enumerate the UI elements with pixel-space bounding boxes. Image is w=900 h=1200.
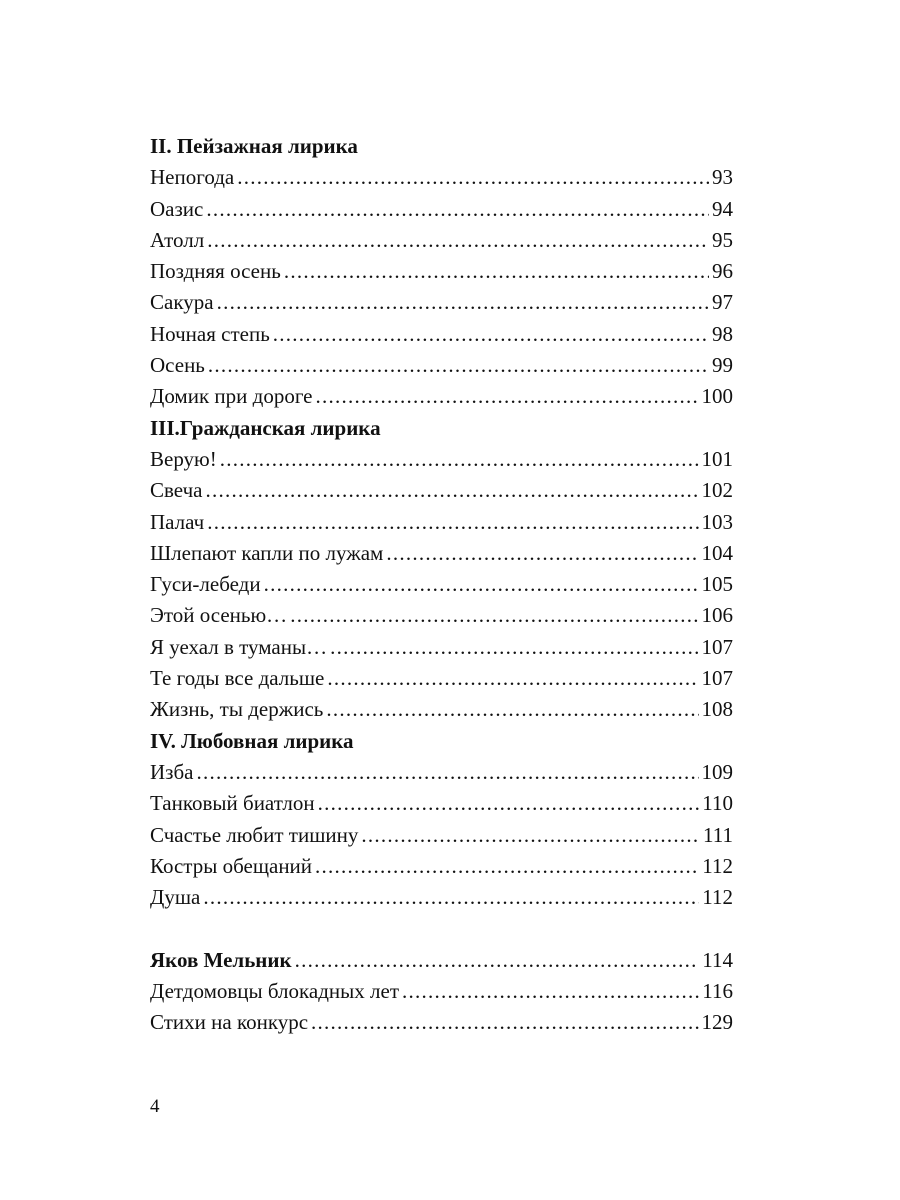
entry-page: 102 bbox=[701, 478, 733, 503]
dot-leader bbox=[207, 225, 709, 256]
entry-title: Детдомовцы блокадных лет bbox=[150, 979, 399, 1004]
entry-page: 97 bbox=[712, 290, 733, 315]
toc-entry bbox=[150, 194, 733, 225]
entry-page: 93 bbox=[712, 165, 733, 190]
table-of-contents bbox=[150, 131, 733, 1039]
dot-leader bbox=[295, 945, 700, 976]
entry-page: 94 bbox=[712, 196, 733, 221]
toc-entry bbox=[150, 287, 733, 318]
toc-entry bbox=[150, 381, 733, 412]
entry-title: Счастье любит тишину bbox=[150, 822, 359, 847]
toc-entry bbox=[150, 976, 733, 1007]
entry-title: Ночная степь bbox=[150, 321, 270, 346]
toc-entry bbox=[150, 757, 733, 788]
entry-page: 107 bbox=[701, 666, 733, 691]
entry-title: Изба bbox=[150, 759, 194, 784]
dot-leader bbox=[217, 287, 709, 318]
dot-leader bbox=[315, 851, 699, 882]
entry-title: Атолл bbox=[150, 227, 205, 252]
toc-entry bbox=[150, 788, 733, 819]
entry-page: 108 bbox=[701, 697, 733, 722]
toc-entry bbox=[150, 851, 733, 882]
dot-leader bbox=[327, 663, 698, 694]
dot-leader bbox=[203, 882, 699, 913]
toc-entry bbox=[150, 444, 733, 475]
toc-entry bbox=[150, 694, 733, 725]
entry-title: Шлепают капли по лужам bbox=[150, 540, 384, 565]
toc-entry bbox=[150, 256, 733, 287]
entry-title: Гуси-лебеди bbox=[150, 572, 261, 597]
entry-title: Непогода bbox=[150, 165, 235, 190]
entry-title: Свеча bbox=[150, 478, 203, 503]
dot-leader bbox=[318, 788, 700, 819]
toc-entry bbox=[150, 569, 733, 600]
entry-title: Поздняя осень bbox=[150, 259, 281, 284]
entry-page: 107 bbox=[701, 634, 733, 659]
entry-title: Осень bbox=[150, 353, 205, 378]
entry-page: 112 bbox=[702, 853, 733, 878]
entry-page: 104 bbox=[701, 540, 733, 565]
entry-page: 99 bbox=[712, 353, 733, 378]
entry-page: 129 bbox=[701, 1010, 733, 1035]
dot-leader bbox=[208, 350, 709, 381]
toc-entry bbox=[150, 475, 733, 506]
section-spacer bbox=[150, 913, 733, 944]
dot-leader bbox=[386, 538, 698, 569]
entry-page: 114 bbox=[702, 947, 733, 972]
entry-title: Этой осенью… bbox=[150, 603, 288, 628]
entry-title: Верую! bbox=[150, 446, 217, 471]
toc-entry bbox=[150, 538, 733, 569]
section-heading: II. Пейзажная лирика bbox=[150, 134, 358, 158]
entry-page: 101 bbox=[701, 446, 733, 471]
dot-leader bbox=[206, 194, 709, 225]
entry-title: Костры обещаний bbox=[150, 853, 313, 878]
entry-title: Жизнь, ты держись bbox=[150, 697, 324, 722]
dot-leader bbox=[220, 444, 699, 475]
entry-page: 116 bbox=[702, 979, 733, 1004]
entry-page: 103 bbox=[701, 509, 733, 534]
entry-title: Стихи на конкурс bbox=[150, 1010, 309, 1035]
toc-entry bbox=[150, 507, 733, 538]
entry-page: 96 bbox=[712, 259, 733, 284]
entry-title: Я уехал в туманы… bbox=[150, 634, 328, 659]
entry-title: Душа bbox=[150, 885, 201, 910]
dot-leader bbox=[207, 507, 698, 538]
toc-entry bbox=[150, 600, 733, 631]
toc-entry bbox=[150, 162, 733, 193]
toc-entry bbox=[150, 319, 733, 350]
dot-leader bbox=[196, 757, 698, 788]
toc-entry bbox=[150, 820, 733, 851]
dot-leader bbox=[330, 632, 698, 663]
dot-leader bbox=[284, 256, 709, 287]
entry-title: Палач bbox=[150, 509, 205, 534]
entry-page: 98 bbox=[712, 321, 733, 346]
dot-leader bbox=[273, 319, 709, 350]
toc-entry bbox=[150, 882, 733, 913]
entry-title: Оазис bbox=[150, 196, 204, 221]
dot-leader bbox=[311, 1007, 698, 1038]
dot-leader bbox=[361, 820, 700, 851]
entry-title: Сакура bbox=[150, 290, 214, 315]
dot-leader bbox=[290, 600, 698, 631]
entry-page: 105 bbox=[701, 572, 733, 597]
toc-entry bbox=[150, 1007, 733, 1038]
entry-title: Те годы все дальше bbox=[150, 666, 325, 691]
page-number: 4 bbox=[150, 1096, 160, 1117]
entry-page: 100 bbox=[701, 384, 733, 409]
toc-author-entry bbox=[150, 945, 733, 976]
entry-title: Танковый биатлон bbox=[150, 791, 315, 816]
dot-leader bbox=[205, 475, 698, 506]
dot-leader bbox=[402, 976, 699, 1007]
entry-page: 111 bbox=[703, 822, 733, 847]
entry-page: 109 bbox=[701, 759, 733, 784]
dot-leader bbox=[326, 694, 698, 725]
dot-leader bbox=[315, 381, 698, 412]
entry-page: 112 bbox=[702, 885, 733, 910]
toc-entry bbox=[150, 350, 733, 381]
entry-page: 106 bbox=[701, 603, 733, 628]
dot-leader bbox=[237, 162, 709, 193]
toc-entry bbox=[150, 632, 733, 663]
entry-page: 95 bbox=[712, 227, 733, 252]
author-name: Яков Мельник bbox=[150, 947, 292, 972]
entry-page: 110 bbox=[702, 791, 733, 816]
toc-entry bbox=[150, 225, 733, 256]
dot-leader bbox=[264, 569, 699, 600]
entry-title: Домик при дороге bbox=[150, 384, 313, 409]
section-heading: III.Гражданская лирика bbox=[150, 415, 381, 440]
section-heading: IV. Любовная лирика bbox=[150, 728, 354, 753]
toc-entry bbox=[150, 663, 733, 694]
